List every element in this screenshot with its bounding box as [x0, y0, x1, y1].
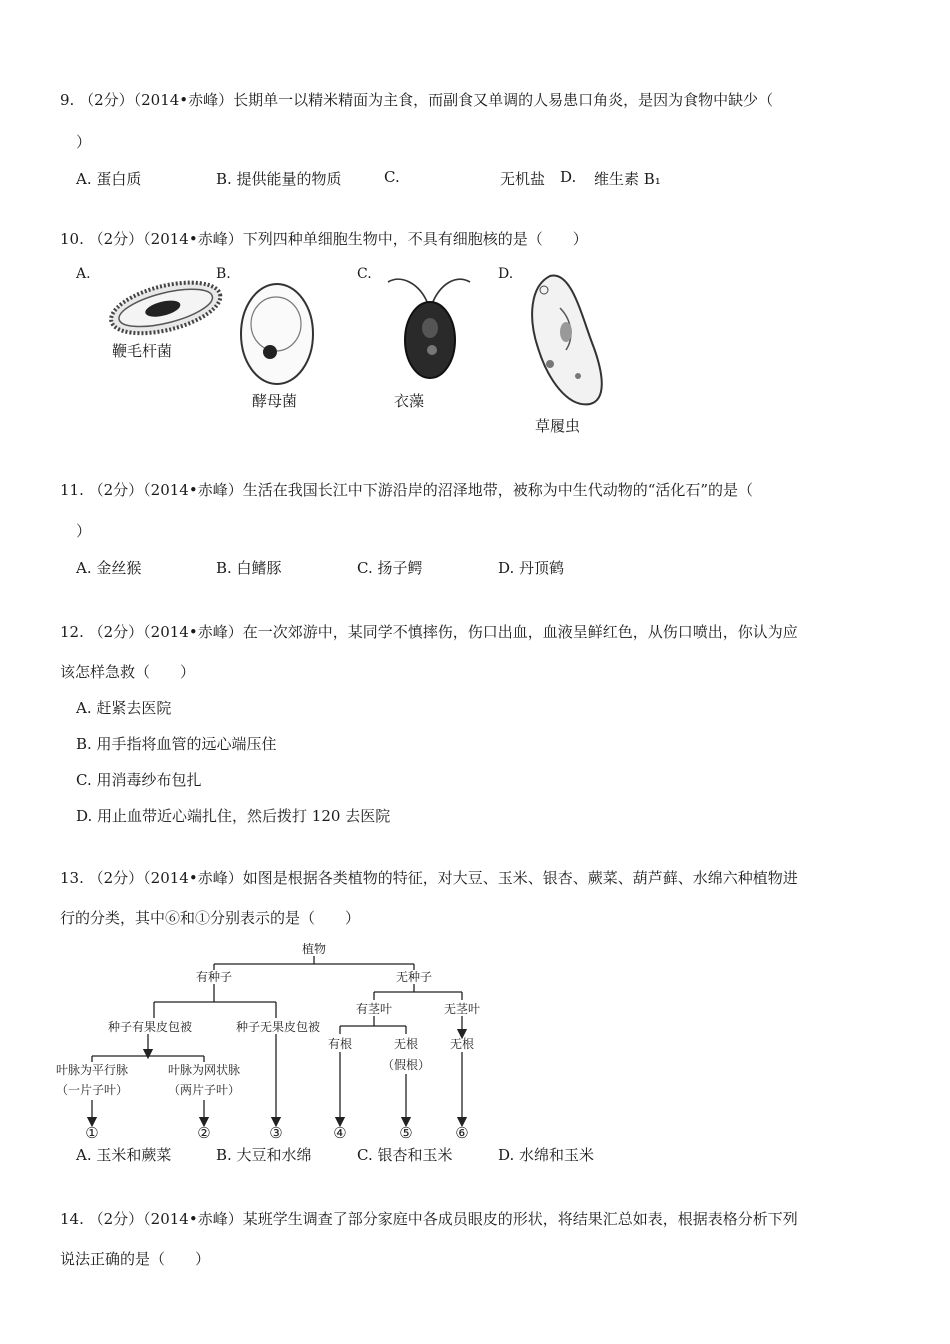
tree-root: 植物 [301, 942, 327, 956]
chlamydomonas-label: 衣藻 [394, 392, 425, 410]
q11-option-d: D. 丹顶鹤 [498, 559, 565, 577]
tree-num-6: ⑥ [455, 1124, 469, 1140]
yeast-image [234, 280, 324, 392]
tree-num-2: ② [197, 1124, 211, 1140]
tree-has-root: 有根 [327, 1037, 353, 1051]
bacterium-label: 鞭毛杆菌 [112, 342, 173, 360]
q13-option-c: C. 银杏和玉米 [357, 1146, 453, 1164]
q13-stem-line2: 行的分类，其中⑥和①分别表示的是（ ） [60, 909, 361, 927]
q12-stem-line2: 该怎样急救（ ） [60, 663, 196, 681]
tree-num-5: ⑤ [399, 1124, 413, 1140]
q11-stem-line1: 11. （2分）（2014•赤峰）生活在我国长江中下游沿岸的沼泽地带，被称为中生代动物的“活化石”的是（ [60, 481, 754, 499]
q10-option-b-letter: B. [216, 266, 231, 282]
q13-stem-line1: 13. （2分）（2014•赤峰）如图是根据各类植物的特征，对大豆、玉米、银杏、蕨菜、葫芦藓、水绵六种植物进 [60, 869, 798, 887]
q9-option-d-text: 维生素 B₁ [594, 170, 661, 188]
chlamydomonas-image [380, 266, 480, 384]
q13-option-a: A. 玉米和蕨菜 [76, 1146, 172, 1164]
q9-option-d-letter: D. [560, 168, 577, 186]
q12-option-d: D. 用止血带近心端扎住，然后拨打 120 去医院 [76, 807, 391, 825]
q9-stem-line1: 9. （2分）（2014•赤峰）长期单一以精米精面为主食，而副食又单调的人易患口角炎，是因为食物中缺少（ [60, 91, 774, 109]
q11-option-c: C. 扬子鳄 [357, 559, 423, 577]
q13-option-b: B. 大豆和水绵 [216, 1146, 312, 1164]
flagellate-bacterium-image [100, 270, 230, 340]
tree-num-4: ④ [333, 1124, 347, 1140]
q14-stem-line1: 14. （2分）（2014•赤峰）某班学生调查了部分家庭中各成员眼皮的形状，将结果汇总如表，根据表格分析下列 [60, 1210, 798, 1228]
tree-without-fruit: 种子无果皮包被 [235, 1020, 321, 1034]
q10-option-c-letter: C. [357, 266, 372, 282]
tree-seed: 有种子 [195, 970, 233, 984]
q9-option-a: A. 蛋白质 [76, 170, 142, 188]
tree-no-root: 无根 [393, 1037, 419, 1051]
tree-no-stem-leaf: 无茎叶 [443, 1002, 481, 1016]
q11-option-a: A. 金丝猴 [76, 559, 142, 577]
paramecium-image [520, 268, 610, 416]
q12-stem-line1: 12. （2分）（2014•赤峰）在一次郊游中，某同学不慎摔伤，伤口出血，血液呈鲜红色，从伤口喷出，你认为应 [60, 623, 798, 641]
tree-parallel-vein: 叶脉为平行脉 [55, 1063, 129, 1077]
q12-option-c: C. 用消毒纱布包扎 [76, 771, 202, 789]
q11-stem-line2: ） [76, 522, 92, 540]
q10-option-a-letter: A. [76, 266, 91, 282]
tree-num-3: ③ [269, 1124, 283, 1140]
q9-stem-line2: ） [76, 133, 92, 151]
tree-false-root: （假根） [381, 1058, 431, 1072]
tree-no-root-2: 无根 [449, 1037, 475, 1051]
q10-stem: 10. （2分）（2014•赤峰）下列四种单细胞生物中，不具有细胞核的是（ ） [60, 230, 588, 248]
q9-option-c-letter: C. [384, 168, 400, 186]
tree-net-vein: 叶脉为网状脉 [167, 1063, 241, 1077]
q10-option-d-letter: D. [498, 266, 514, 282]
q11-option-b: B. 白鳍豚 [216, 559, 282, 577]
q12-option-a: A. 赶紧去医院 [76, 699, 172, 717]
plant-classification-diagram [50, 938, 500, 1140]
q9-option-c-text: 无机盐 [500, 170, 546, 188]
tree-noseed: 无种子 [395, 970, 433, 984]
tree-two-cotyledon: （两片子叶） [167, 1083, 241, 1097]
q14-stem-line2: 说法正确的是（ ） [60, 1250, 211, 1268]
paramecium-label: 草履虫 [535, 417, 581, 435]
q9-option-b: B. 提供能量的物质 [216, 170, 342, 188]
tree-with-fruit: 种子有果皮包被 [107, 1020, 193, 1034]
q12-option-b: B. 用手指将血管的远心端压住 [76, 735, 277, 753]
tree-num-1: ① [85, 1124, 99, 1140]
tree-stem-leaf: 有茎叶 [355, 1002, 393, 1016]
q13-option-d: D. 水绵和玉米 [498, 1146, 595, 1164]
yeast-label: 酵母菌 [252, 392, 298, 410]
tree-one-cotyledon: （一片子叶） [55, 1083, 129, 1097]
